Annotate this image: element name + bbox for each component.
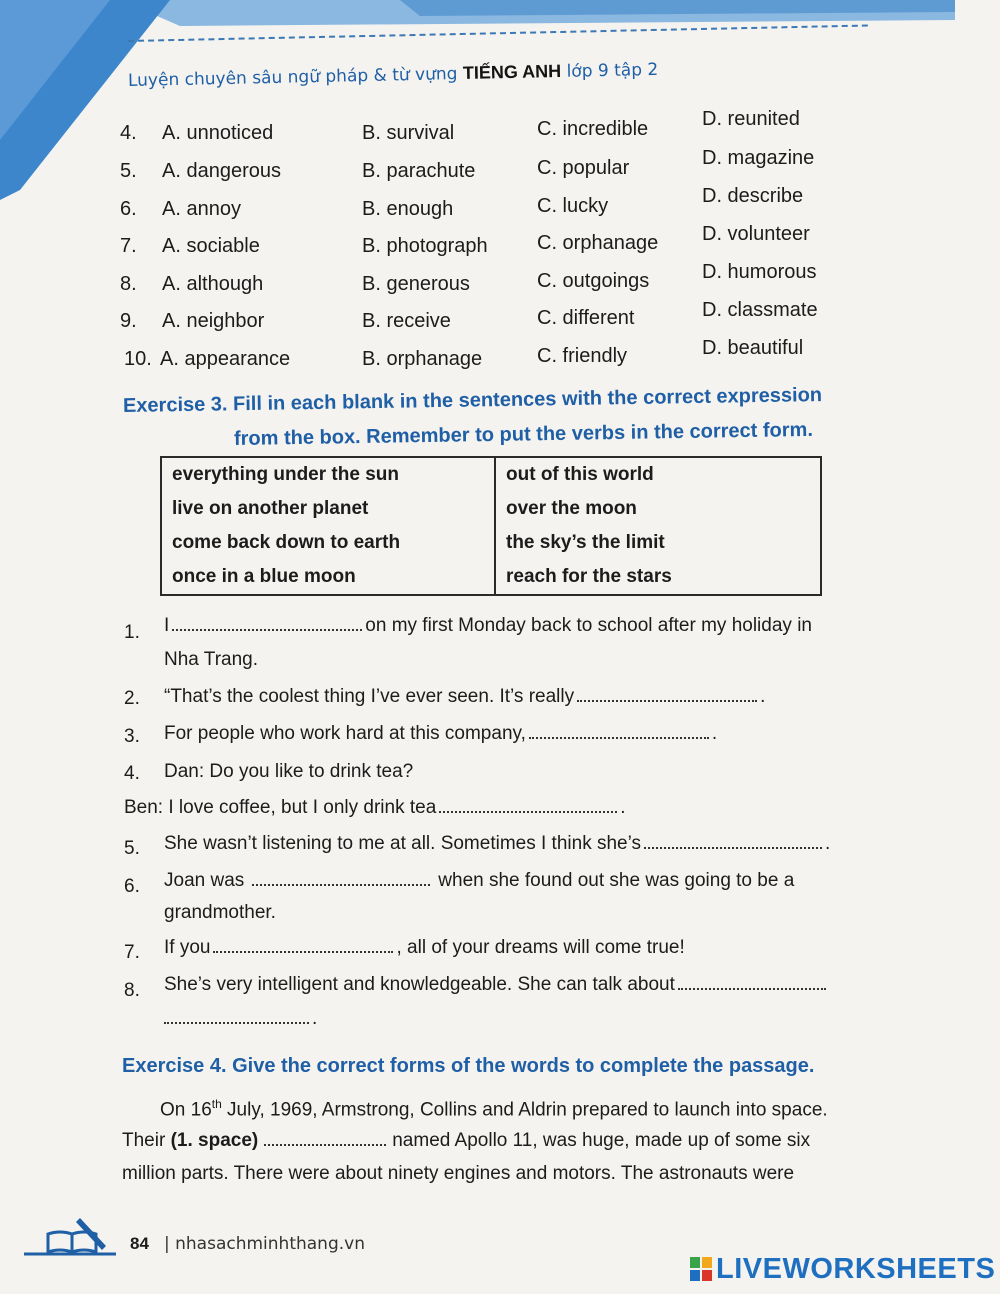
- book-title: Luyện chuyên sâu ngữ pháp & từ vựng TIẾNG ANH lớp 9 tập 2: [127, 59, 659, 91]
- answer-blank-8-cont[interactable]: [164, 1008, 309, 1024]
- question-1-cont: Nha Trang.: [164, 649, 258, 670]
- choice-row-10: [120, 337, 840, 378]
- option-a: A. although: [162, 273, 264, 295]
- option-d: D. beautiful: [702, 337, 804, 359]
- option-d: D. reunited: [702, 108, 800, 130]
- box-row: [161, 526, 821, 560]
- option-c: C. orphanage: [537, 232, 659, 254]
- option-c: C. lucky: [537, 195, 609, 217]
- exercise4-title: Exercise 4. Give the correct forms of the words to complete the passage.: [122, 1055, 815, 1077]
- option-b: B. parachute: [362, 160, 476, 182]
- option-a: A. dangerous: [162, 160, 281, 182]
- box-row: [161, 457, 821, 492]
- expression: reach for the stars: [495, 560, 821, 595]
- exercise3-title-line2: from the box. Remember to put the verbs in the correct form.: [233, 418, 814, 450]
- option-a: A. appearance: [160, 348, 291, 370]
- question-6: Joan was when she found out she was going to be a: [164, 870, 795, 891]
- question-4-number: 4.: [124, 763, 140, 784]
- question-6-cont: grandmother.: [164, 902, 276, 923]
- publisher-website: | nhasachminhthang.vn: [164, 1234, 365, 1254]
- question-5-number: 5.: [124, 838, 140, 859]
- expression: come back down to earth: [172, 532, 401, 553]
- question-3: For people who work hard at this company, .: [164, 723, 718, 744]
- option-d: D. classmate: [702, 299, 818, 321]
- question-4: Dan: Do you like to drink tea?: [164, 761, 414, 782]
- option-c: C. incredible: [537, 118, 649, 140]
- question-8: She’s very intelligent and knowledgeable. She can talk about: [164, 974, 829, 996]
- answer-blank-6[interactable]: [252, 870, 430, 886]
- question-7: If you , all of your dreams will come true!: [164, 937, 685, 958]
- box-row: [161, 492, 821, 526]
- expression-box: [160, 456, 822, 596]
- answer-blank-7[interactable]: [213, 937, 393, 953]
- option-b: B. photograph: [362, 235, 488, 257]
- answer-blank-5[interactable]: [644, 833, 822, 849]
- option-a: A. neighbor: [162, 310, 265, 332]
- question-6-number: 6.: [124, 876, 140, 897]
- row-number: 10.: [124, 348, 152, 370]
- option-b: B. generous: [362, 273, 470, 295]
- row-number: 9.: [120, 310, 137, 332]
- option-c: C. friendly: [537, 345, 628, 367]
- row-number: 6.: [120, 198, 137, 220]
- liveworksheets-logo[interactable]: LIVEWORKSHEETS: [690, 1253, 995, 1286]
- question-3-number: 3.: [124, 726, 140, 747]
- passage-line-2: Their (1. space) named Apollo 11, was huge, made up of some six: [122, 1130, 811, 1151]
- question-7-number: 7.: [124, 942, 140, 963]
- question-5: She wasn’t listening to me at all. Sometimes I think she’s .: [164, 833, 831, 854]
- box-row: [161, 560, 821, 595]
- row-number: 8.: [120, 273, 137, 295]
- question-8-number: 8.: [124, 980, 140, 1001]
- answer-blank-passage-1[interactable]: [264, 1130, 386, 1146]
- expression: everything under the sun: [172, 464, 399, 485]
- question-2-number: 2.: [124, 688, 140, 709]
- expression: the sky’s the limit: [495, 526, 821, 560]
- question-4-reply: Ben: I love coffee, but I only drink tea .: [124, 797, 626, 818]
- answer-blank-2[interactable]: [577, 686, 757, 702]
- option-a: A. annoy: [162, 198, 241, 220]
- option-a: A. sociable: [162, 235, 260, 257]
- option-b: B. receive: [362, 310, 451, 332]
- option-d: D. describe: [702, 185, 804, 207]
- option-d: D. volunteer: [702, 223, 810, 245]
- question-2: “That’s the coolest thing I’ve ever seen. It’s really .: [164, 686, 766, 707]
- choice-row-9: [120, 299, 840, 340]
- option-d: D. humorous: [702, 261, 817, 283]
- liveworksheets-icon: [690, 1257, 712, 1281]
- option-c: C. outgoings: [537, 270, 650, 292]
- exercise3-title-line1: Exercise 3. Fill in each blank in the sentences with the correct expression: [122, 384, 823, 417]
- passage-line-3: million parts. There were about ninety engines and motors. The astronauts were: [122, 1163, 795, 1184]
- question-1-number: 1.: [124, 622, 140, 643]
- row-number: 4.: [120, 122, 137, 144]
- option-d: D. magazine: [702, 147, 815, 169]
- answer-blank-8[interactable]: [678, 974, 826, 990]
- expression: out of this world: [495, 457, 821, 492]
- passage-line-1: On 16th July, 1969, Armstrong, Collins and Aldrin prepared to launch into space.: [160, 1097, 828, 1121]
- option-c: C. different: [537, 307, 635, 329]
- answer-blank-4[interactable]: [439, 797, 617, 813]
- expression: once in a blue moon: [172, 566, 356, 587]
- option-b: B. orphanage: [362, 348, 483, 370]
- option-a: A. unnoticed: [162, 122, 274, 144]
- option-b: B. enough: [362, 198, 454, 220]
- question-1: I on my first Monday back to school after my holiday in: [164, 615, 812, 636]
- row-number: 5.: [120, 160, 137, 182]
- row-number: 7.: [120, 235, 137, 257]
- question-8-cont: .: [164, 1008, 317, 1030]
- option-c: C. popular: [537, 157, 630, 179]
- answer-blank-3[interactable]: [529, 723, 709, 739]
- expression: over the moon: [495, 492, 821, 526]
- pen-book-icon: [20, 1212, 120, 1262]
- answer-blank-1[interactable]: [172, 615, 362, 631]
- option-b: B. survival: [362, 122, 455, 144]
- expression: live on another planet: [172, 498, 369, 519]
- page-number: 84: [130, 1234, 149, 1253]
